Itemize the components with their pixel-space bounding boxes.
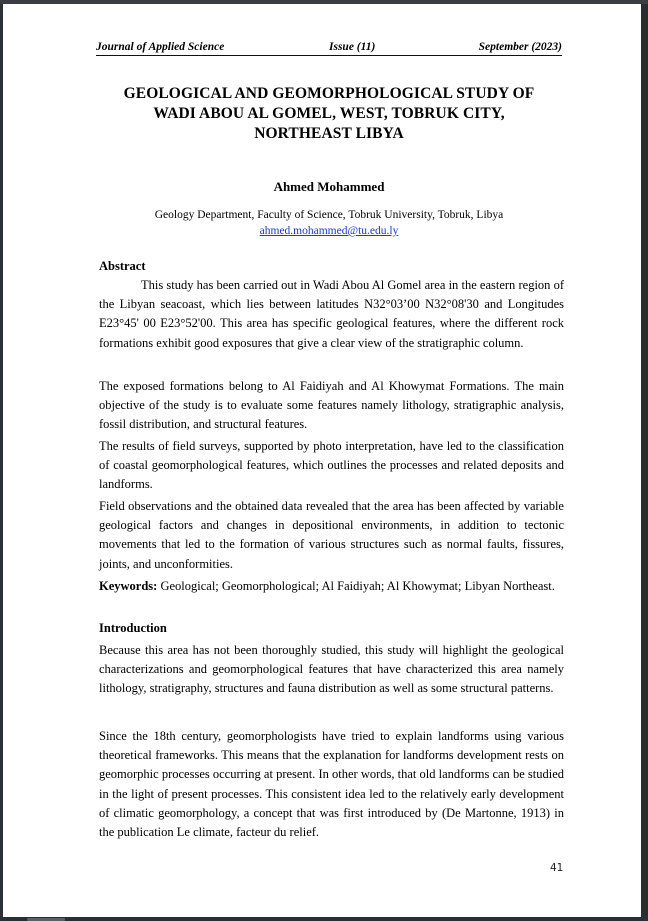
abstract-paragraph: Field observations and the obtained data revealed that the area has been affected by variable geological factors and changes in depositional environments, in addition to tectonic movements that led to the formation of various structures such as normal faults, fissures, joints, and unconformities. xyxy=(99,499,564,571)
affiliation: Geology Department, Faculty of Science, Tobruk University, Tobruk, Libya xyxy=(154,209,504,221)
vertical-scrollbar[interactable] xyxy=(641,4,648,917)
keywords xyxy=(99,577,564,596)
introduction-paragraph: Since the 18th century, geomorphologists have tried to explain landforms using various theoretical frameworks. This means that the explanation for landforms development rests on geomorphic processes occurring at present. In other words, that old landforms can be studied in the light of present processes. This consistent idea led to the relatively early development of climatic geomorphology, a concept that was first introduced by (De Martonne, 1913) in the publication Le climate, facteur du relief. xyxy=(99,729,564,840)
introduction-heading: Introduction xyxy=(99,621,167,635)
issue-number: Issue (11) xyxy=(329,41,376,53)
abstract-paragraph: The exposed formations belong to Al Faidiyah and Al Khowymat Formations. The main objective of the study is to evaluate some features namely lithology, stratigraphic analysis, fossil distribution, and structural features. xyxy=(99,379,564,432)
horizontal-scrollbar[interactable] xyxy=(0,917,648,921)
author-email-link[interactable]: ahmed.mohammed@tu.edu.ly xyxy=(259,225,399,237)
publication-date: September (2023) xyxy=(478,41,562,53)
title-line: WADI ABOU AL GOMEL, WEST, TOBRUK CITY, xyxy=(153,105,505,122)
running-header xyxy=(96,40,562,56)
title-line: GEOLOGICAL AND GEOMORPHOLOGICAL STUDY OF xyxy=(123,85,535,102)
abstract-heading: Abstract xyxy=(99,259,146,273)
abstract-paragraph: The results of field surveys, supported by photo interpretation, have led to the classification of coastal geomorphological features, which outlines the processes and related deposits and landforms. xyxy=(99,439,564,492)
author-affiliation-block xyxy=(96,207,562,239)
keywords-label: Keywords: xyxy=(99,579,158,593)
abstract-paragraph: This study has been carried out in Wadi Abou Al Gomel area in the eastern region of the Libyan seacoast, which lies between latitudes N32°03’00 N32°08'30 and Longitudes E23°45' 00 E23°52'00. This area has specific geological features, where the different rock formations exhibit good exposures that give a clear view of the stratigraphic column. xyxy=(99,278,564,350)
introduction-paragraph: Because this area has not been thoroughly studied, this study will highlight the geological characterizations and geomorphological features that have characterized this area namely lithology, stratigraphy, structures and fauna distribution as well as some structural patterns. xyxy=(99,643,564,696)
author-name: Ahmed Mohammed xyxy=(273,179,385,194)
title-line: NORTHEAST LIBYA xyxy=(254,125,404,142)
page-number: 41 xyxy=(550,862,564,874)
keywords-text: Geological; Geomorphological; Al Faidiyah; Al Khowymat; Libyan Northeast. xyxy=(157,579,555,593)
journal-name: Journal of Applied Science xyxy=(96,41,225,53)
paper-title xyxy=(96,84,562,144)
